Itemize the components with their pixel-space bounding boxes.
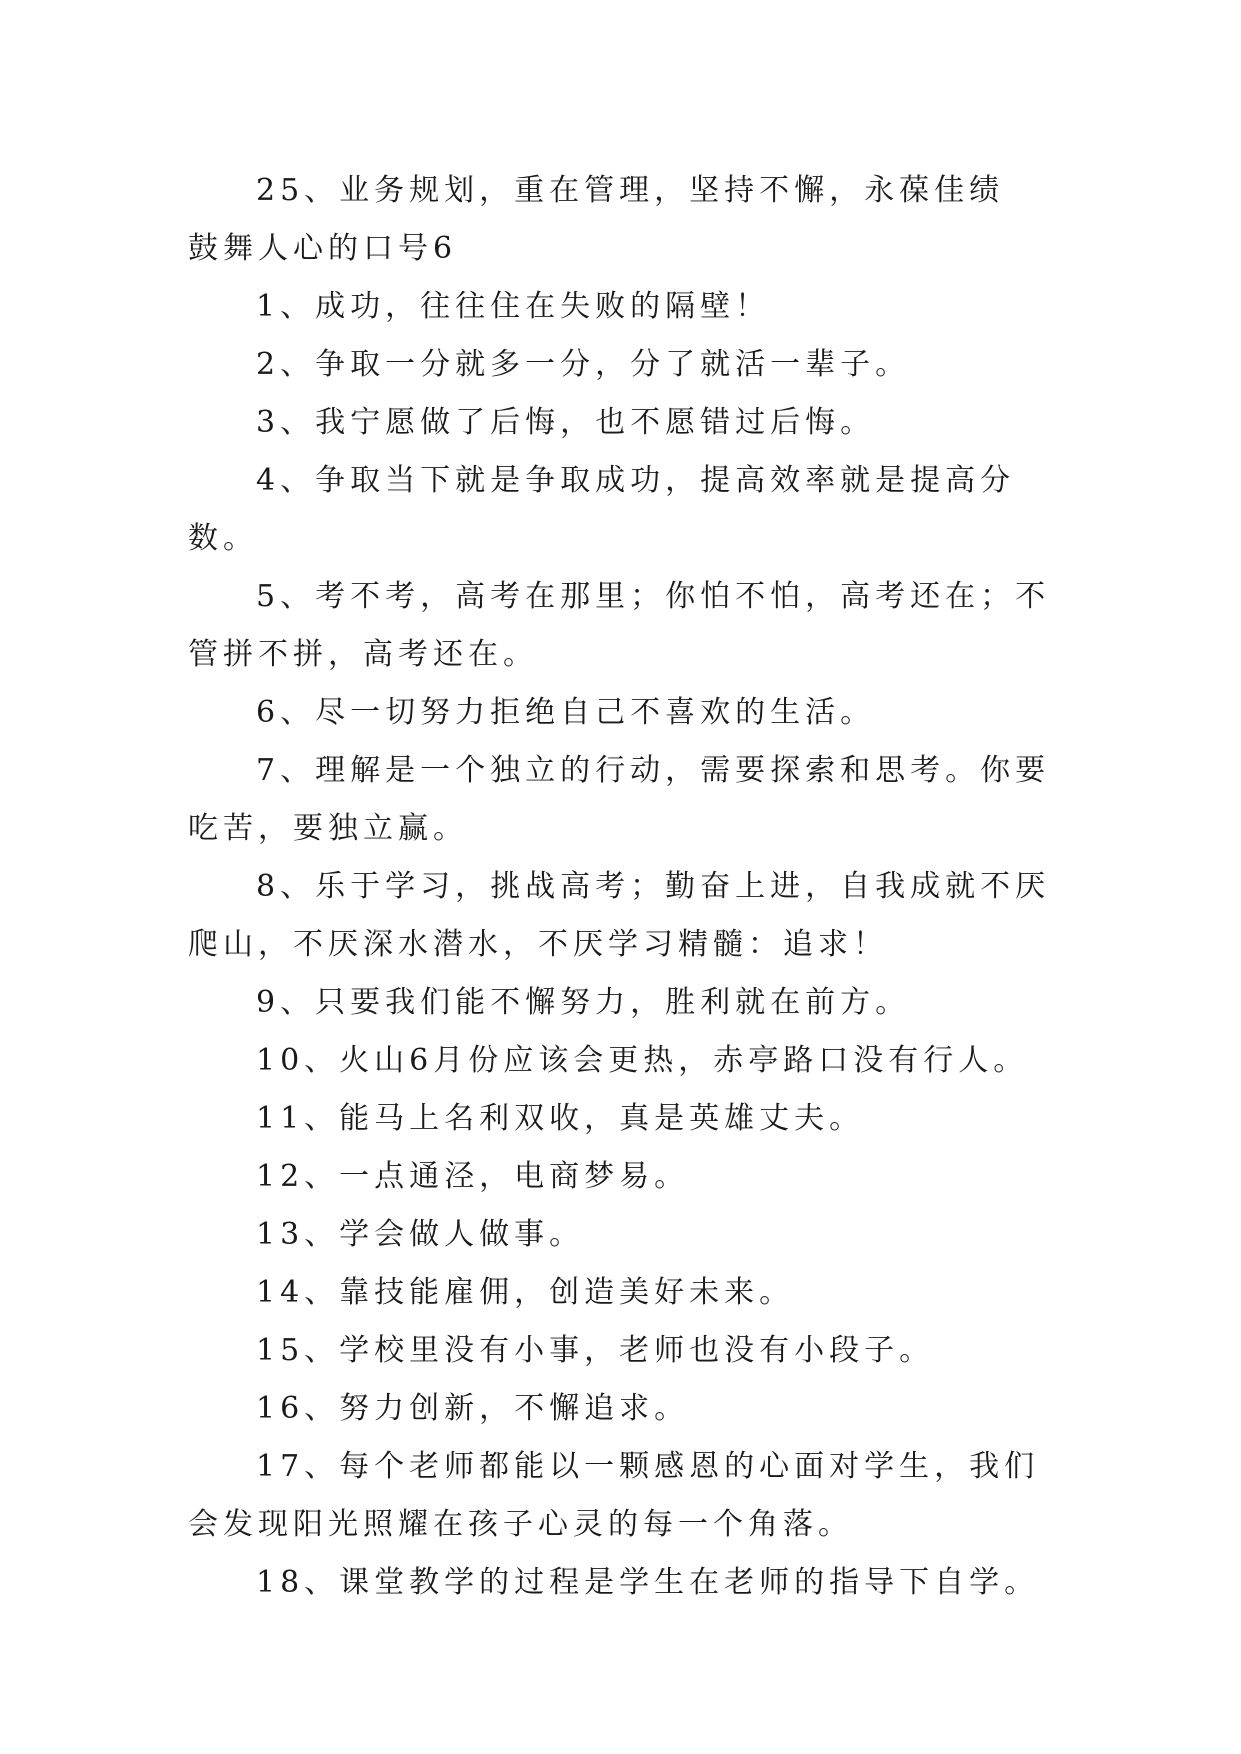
list-item: 5、考不考，高考在那里；你怕不怕，高考还在；不管拼不拼，高考还在。 xyxy=(188,579,1051,672)
section-heading: 鼓舞人心的口号6 xyxy=(188,231,458,266)
list-item: 12、一点通泾，电商梦易。 xyxy=(256,1159,690,1194)
list-item: 13、学会做人做事。 xyxy=(256,1217,585,1252)
list-item: 14、靠技能雇佣，创造美好未来。 xyxy=(256,1275,795,1310)
list-item: 17、每个老师都能以一颗感恩的心面对学生，我们会发现阳光照耀在孩子心灵的每一个角落。 xyxy=(188,1449,1040,1542)
list-item: 11、能马上名利双收，真是英雄丈夫。 xyxy=(256,1101,865,1136)
list-item: 7、理解是一个独立的行动，需要探索和思考。你要吃苦，要独立赢。 xyxy=(188,753,1051,846)
document-body xyxy=(188,162,1058,1612)
list-item: 4、争取当下就是争取成功，提高效率就是提高分数。 xyxy=(188,463,1016,556)
list-item: 18、课堂教学的过程是学生在老师的指导下自学。 xyxy=(256,1565,1040,1600)
list-item: 15、学校里没有小事，老师也没有小段子。 xyxy=(256,1333,935,1368)
list-item: 1、成功，往往住在失败的隔壁！ xyxy=(256,289,771,324)
list-item: 10、火山6月份应该会更热，赤亭路口没有行人。 xyxy=(256,1043,1029,1078)
list-item: 16、努力创新，不懈追求。 xyxy=(256,1391,690,1426)
list-item: 9、只要我们能不懈努力，胜利就在前方。 xyxy=(256,985,911,1020)
list-item: 8、乐于学习，挑战高考；勤奋上进，自我成就不厌爬山，不厌深水潜水，不厌学习精髓：追求！ xyxy=(188,869,1051,962)
list-item: 2、争取一分就多一分，分了就活一辈子。 xyxy=(256,347,911,382)
intro-line: 25、业务规划，重在管理，坚持不懈，永葆佳绩 xyxy=(256,173,1005,208)
list-item: 6、尽一切努力拒绝自己不喜欢的生活。 xyxy=(256,695,876,730)
list-item: 3、我宁愿做了后悔，也不愿错过后悔。 xyxy=(256,405,876,440)
